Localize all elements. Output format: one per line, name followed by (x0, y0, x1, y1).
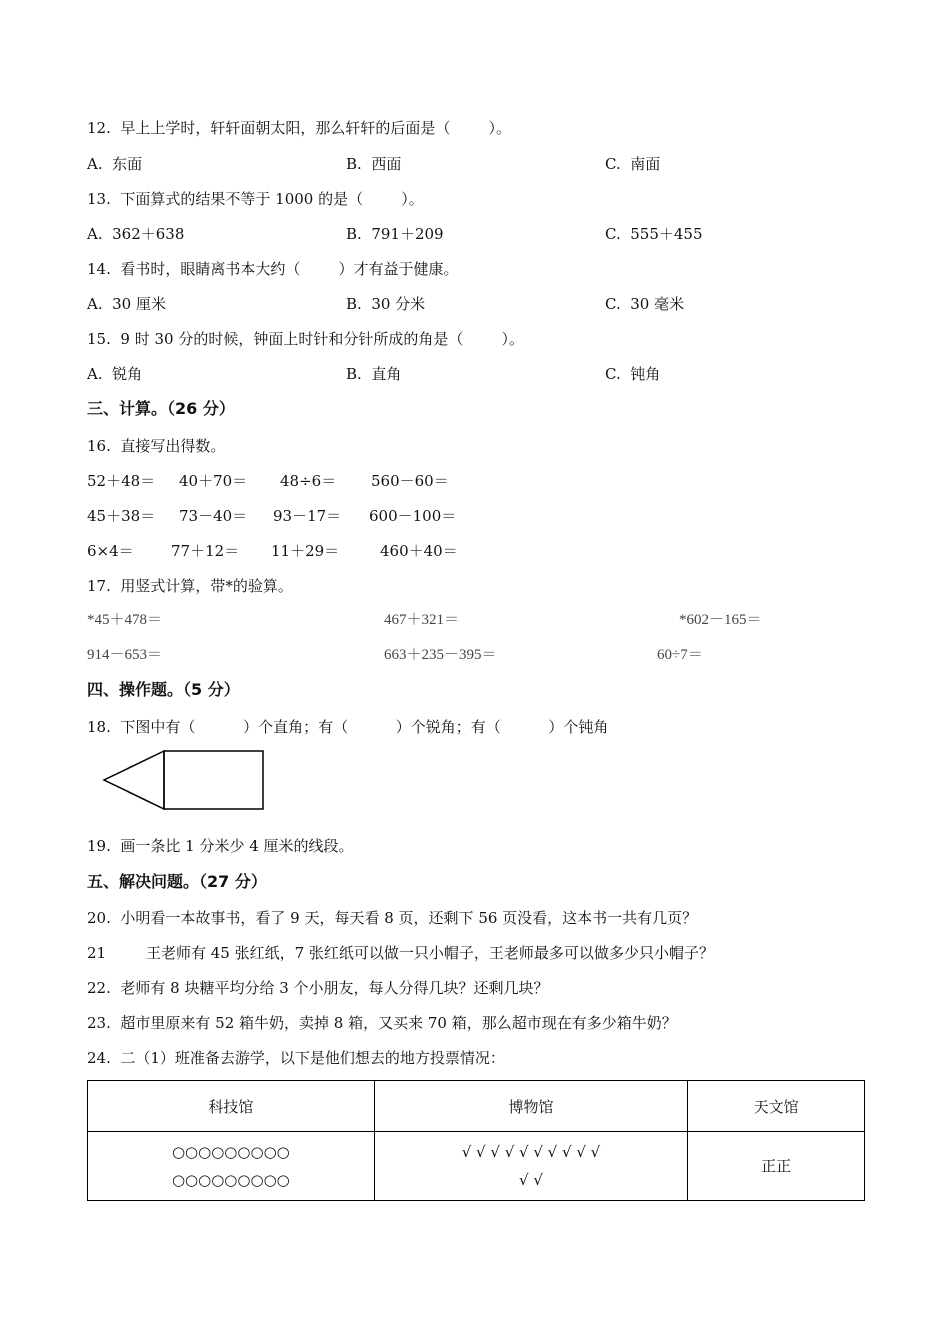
vertical-calc-item: 663＋235－395＝ (384, 647, 497, 663)
question-22: 22. 老师有 8 块糖平均分给 3 个小朋友，每人分得几块？还剩几块？ (87, 979, 549, 997)
vertical-calc-item: *45＋478＝ (87, 612, 163, 628)
q15-option-a: A. 锐角 (87, 365, 143, 383)
question-14: 14. 看书时，眼睛离书本大约（ ）才有益于健康。 (87, 260, 459, 278)
check-votes-line: √ √ (519, 1171, 543, 1189)
section-3-heading: 三、计算。（26 分） (87, 399, 235, 418)
circle-votes-line: ○○○○○○○○○ (171, 1171, 290, 1189)
figure-rectangle (164, 751, 263, 809)
votes-tianwen: 正正 (688, 1132, 865, 1201)
question-18: 18. 下图中有（ ）个直角；有（ ）个锐角；有（ ）个钝角 (87, 718, 609, 736)
question-21: 王老师有 45 张红纸，7 张红纸可以做一只小帽子，王老师最多可以做多少只小帽子？ (146, 944, 714, 962)
q14-option-b: B. 30 分米 (346, 295, 426, 313)
vertical-calc-item: 467＋321＝ (384, 612, 460, 628)
q12-option-a: A. 东面 (87, 155, 143, 173)
question-19: 19. 画一条比 1 分米少 4 厘米的线段。 (87, 837, 354, 855)
check-votes-line: √ √ √ √ √ √ √ √ √ √ (461, 1143, 601, 1161)
question-23: 23. 超市里原来有 52 箱牛奶，卖掉 8 箱，又买来 70 箱，那么超市现在有多少箱牛奶？ (87, 1014, 677, 1032)
question-21-number: 21 (87, 944, 107, 962)
question-16: 16. 直接写出得数。 (87, 437, 226, 455)
q13-option-a: A. 362＋638 (87, 225, 185, 243)
calc-item: 48÷6＝ (280, 472, 337, 490)
q12-option-b: B. 西面 (346, 155, 402, 173)
header-bowu: 博物馆 (374, 1081, 688, 1132)
votes-keji (88, 1132, 375, 1201)
q15-option-c: C. 钝角 (605, 365, 661, 383)
q14-option-c: C. 30 毫米 (605, 295, 685, 313)
table-row (88, 1132, 865, 1201)
section-5-heading: 五、解决问题。（27 分） (87, 872, 267, 891)
calc-item: 460＋40＝ (380, 542, 458, 560)
q12-option-c: C. 南面 (605, 155, 661, 173)
question-12: 12. 早上上学时，轩轩面朝太阳，那么轩轩的后面是（ ）。 (87, 119, 512, 137)
section-4-heading: 四、操作题。（5 分） (87, 680, 240, 699)
figure-triangle (104, 751, 164, 809)
calc-item: 52＋48＝ (87, 472, 156, 490)
q15-option-b: B. 直角 (346, 365, 402, 383)
question-24: 24. 二（1）班准备去游学，以下是他们想去的地方投票情况： (87, 1049, 505, 1067)
calc-item: 93－17＝ (273, 507, 342, 525)
circle-votes-line: ○○○○○○○○○ (171, 1143, 290, 1161)
vertical-calc-item: 60÷7＝ (657, 647, 703, 663)
header-tianwen: 天文馆 (688, 1081, 865, 1132)
q13-option-c: C. 555＋455 (605, 225, 703, 243)
votes-bowu (374, 1132, 688, 1201)
vote-table (87, 1080, 865, 1201)
question-13: 13. 下面算式的结果不等于 1000 的是（ ）。 (87, 190, 424, 208)
question-20: 20. 小明看一本故事书，看了 9 天，每天看 8 页，还剩下 56 页没看，这本书一共有几页？ (87, 909, 698, 927)
calc-item: 73－40＝ (179, 507, 248, 525)
question-15: 15. 9 时 30 分的时候，钟面上时针和分针所成的角是（ ）。 (87, 330, 524, 348)
calc-item: 77＋12＝ (171, 542, 240, 560)
vertical-calc-item: *602－165＝ (679, 612, 762, 628)
question-17: 17. 用竖式计算，带*的验算。 (87, 577, 293, 595)
calc-item: 600－100＝ (369, 507, 457, 525)
table-header-row (88, 1081, 865, 1132)
calc-item: 560－60＝ (371, 472, 449, 490)
angle-figure (100, 748, 270, 814)
calc-item: 40＋70＝ (179, 472, 248, 490)
calc-item: 6×4＝ (87, 542, 134, 560)
calc-item: 11＋29＝ (271, 542, 340, 560)
header-keji: 科技馆 (88, 1081, 375, 1132)
calc-item: 45＋38＝ (87, 507, 156, 525)
vertical-calc-item: 914－653＝ (87, 647, 163, 663)
q13-option-b: B. 791＋209 (346, 225, 444, 243)
q14-option-a: A. 30 厘米 (87, 295, 166, 313)
